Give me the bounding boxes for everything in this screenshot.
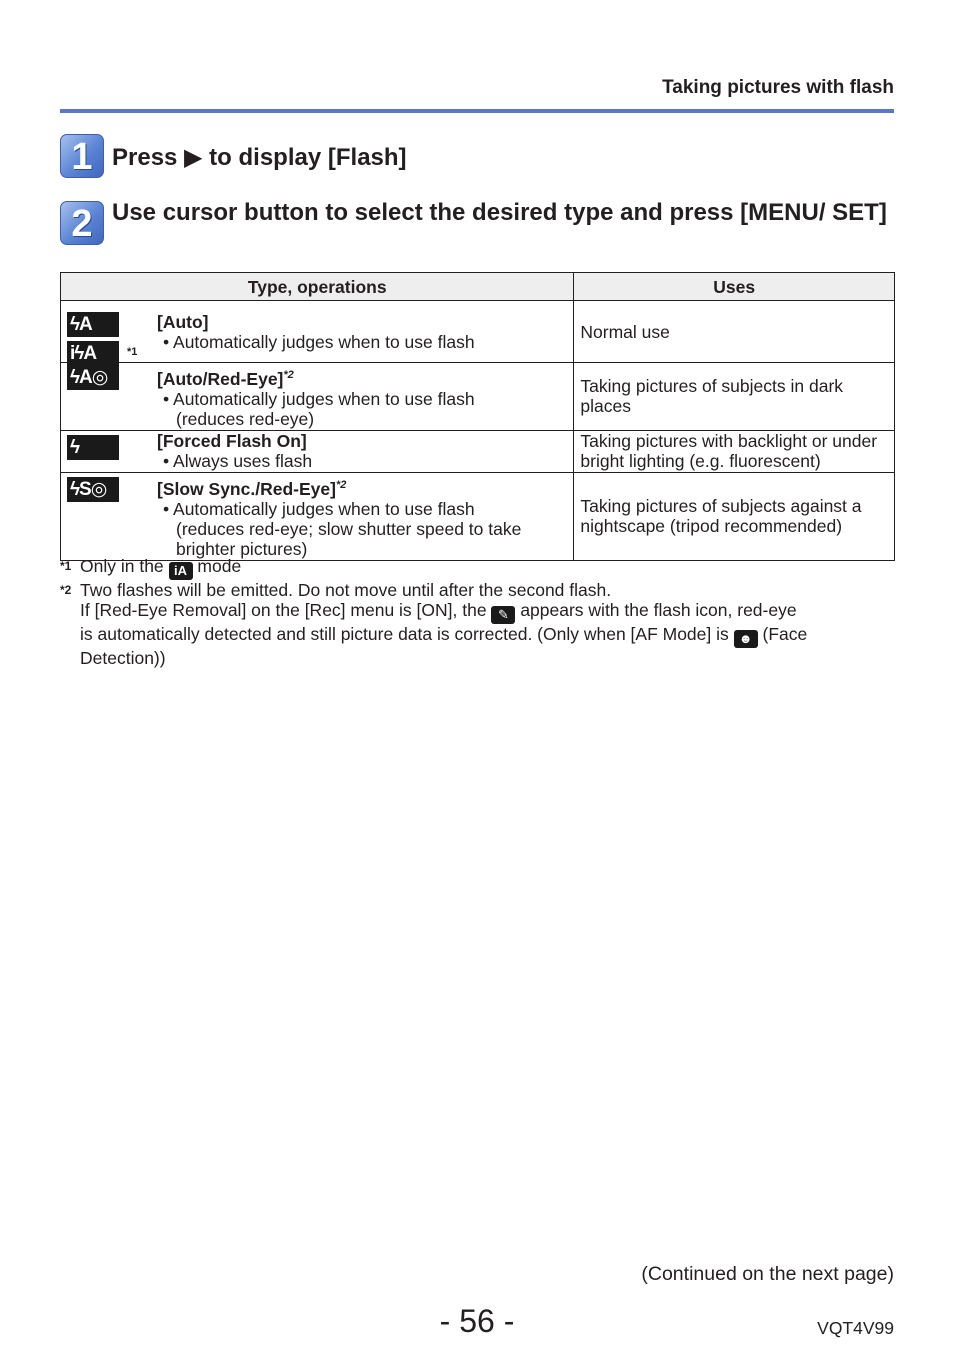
type-bullet: • Automatically judges when to use flash (reduces red-eye) bbox=[163, 388, 475, 429]
step-2-number-badge: 2 bbox=[60, 201, 104, 245]
type-name-auto-red-eye: [Auto/Red-Eye]$^{*2}$ bbox=[157, 368, 294, 389]
page-number: - 56 - bbox=[439, 1303, 515, 1339]
step-1-number-badge: 1 bbox=[60, 134, 104, 178]
uses-cell: Taking pictures with backlight or under bright lighting (e.g. fluorescent) bbox=[574, 430, 895, 472]
face-detection-icon: ☻ bbox=[734, 630, 758, 648]
intelligent-auto-mode-icon: iA bbox=[169, 562, 193, 580]
uses-cell: Taking pictures of subjects against a nightscape (tripod recommended) bbox=[574, 472, 895, 560]
section-title: Taking pictures with flash bbox=[662, 77, 894, 98]
footnote-2-line-2: If [Red-Eye Removal] on the [Rec] menu is [ON], the ✎ appears with the flash icon, red-eye bbox=[80, 600, 797, 622]
type-bullet: • Always uses flash bbox=[163, 450, 313, 471]
header-type-operations: Type, operations bbox=[61, 273, 574, 301]
table-row-auto-red-eye bbox=[61, 363, 895, 431]
footnote-2-mark: *2 bbox=[60, 583, 72, 597]
uses-cell: Taking pictures of subjects in dark places bbox=[574, 363, 895, 431]
table-row-forced-flash-on bbox=[61, 430, 895, 472]
footnote-2: *2 Two flashes will be emitted. Do not move until after the second flash. bbox=[60, 580, 612, 600]
footnote-2-line-3: is automatically detected and still picture data is corrected. (Only when [AF Mode] is ☻ (Face bbox=[80, 624, 808, 646]
table-header-row bbox=[61, 273, 895, 301]
flash-auto-icon: ϟA bbox=[67, 312, 119, 337]
type-bullet: • Automatically judges when to use flash bbox=[163, 332, 475, 352]
flash-forced-on-icon: ϟ bbox=[67, 435, 119, 460]
model-code: VQT4V99 bbox=[817, 1318, 894, 1338]
footnote-1-marker: *1 bbox=[127, 346, 138, 358]
continued-note: (Continued on the next page) bbox=[641, 1263, 894, 1285]
type-name-slow-sync-red-eye: [Slow Sync./Red-Eye]$^{*2}$ bbox=[157, 478, 347, 499]
footnote-1-mark: *1 bbox=[60, 559, 72, 573]
footnote-2-line-4: Detection)) bbox=[80, 648, 166, 668]
table-row-auto bbox=[61, 301, 895, 363]
intelligent-auto-flash-icon: iϟA bbox=[67, 341, 119, 366]
step-1-text: Press ▶ to display [Flash] bbox=[112, 144, 407, 171]
header-rule bbox=[60, 109, 894, 113]
header-uses: Uses bbox=[574, 273, 895, 301]
step-2-text: Use cursor button to select the desired type and press [MENU/ SET] bbox=[112, 199, 887, 226]
table-row-slow-sync-red-eye bbox=[61, 472, 895, 560]
red-eye-removal-icon: ✎ bbox=[491, 606, 515, 624]
footnotes bbox=[60, 556, 860, 668]
type-name-forced-flash-on: [Forced Flash On] bbox=[157, 430, 307, 451]
type-name-auto: [Auto] bbox=[157, 312, 209, 332]
flash-slow-sync-red-eye-icon: ϟS◎ bbox=[67, 477, 119, 502]
flash-auto-red-eye-icon: ϟA◎ bbox=[67, 365, 119, 390]
footnote-1: *1 Only in the iA mode bbox=[60, 556, 242, 578]
uses-cell: Normal use bbox=[574, 301, 895, 363]
flash-types-table bbox=[60, 272, 895, 561]
type-bullet: • Automatically judges when to use flash (reduces red-eye; slow shutter speed to take brighter pictures) bbox=[163, 498, 522, 559]
